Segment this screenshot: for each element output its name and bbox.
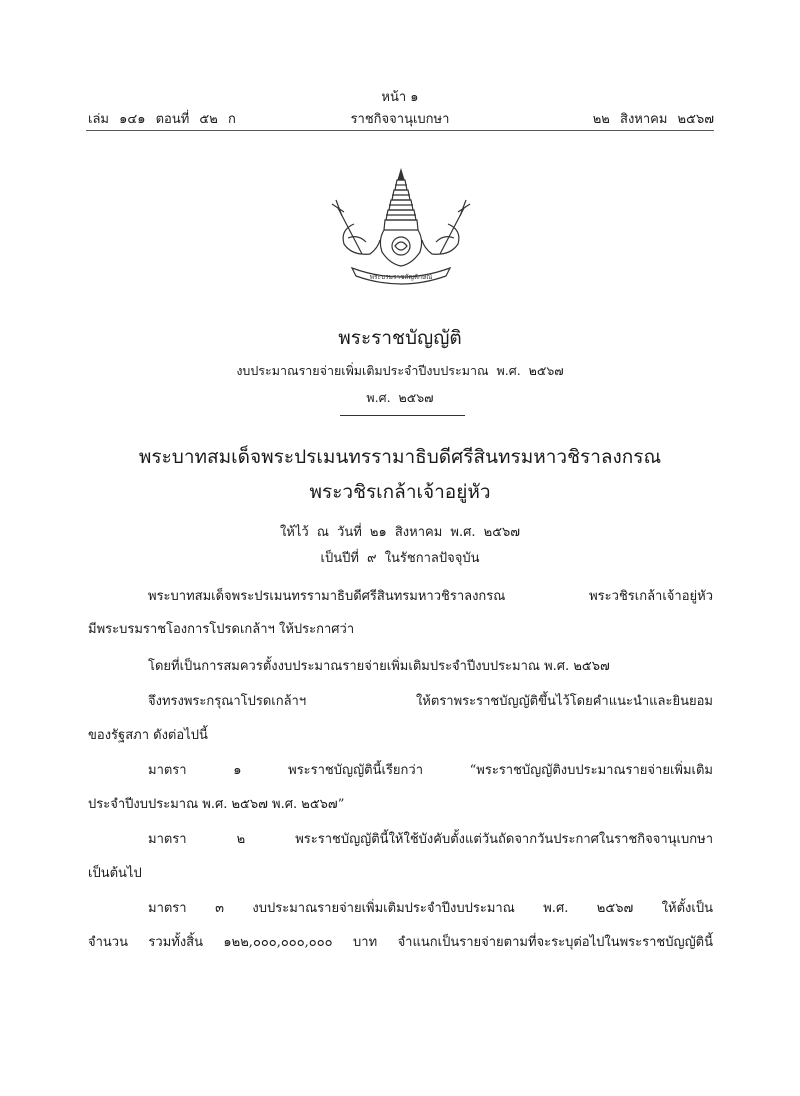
act-title: พระราชบัญญัติ (338, 327, 462, 349)
publication-date: ๒๒ สิงหาคม ๒๕๖๗ (592, 112, 714, 127)
given-date: ให้ไว้ ณ วันที่ ๒๑ สิงหาคม พ.ศ. ๒๕๖๗ (279, 525, 521, 540)
page-number: หน้า ๑ (381, 90, 419, 105)
volume-info: เล่ม ๑๔๑ ตอนที่ ๕๒ ก (88, 112, 236, 127)
preamble-line: ของรัฐสภา ดังต่อไปนี้ (88, 728, 208, 743)
section-3-line: จำนวน รวมทั้งสิ้น ๑๒๒,๐๐๐,๐๐๐,๐๐๐ บาท จำแนกเป็นรายจ่ายตามที่จะระบุต่อไปในพระราชบัญญัตินี้ (88, 935, 713, 950)
royal-garuda-emblem-icon (318, 168, 484, 290)
title-divider (340, 415, 465, 416)
emblem-banner-text: พระบรมราชสัญลักษณ์ (369, 273, 433, 281)
act-year: พ.ศ. ๒๕๖๗ (366, 390, 434, 405)
section-1-line: ประจำปีงบประมาณ พ.ศ. ๒๕๖๗ พ.ศ. ๒๕๖๗” (88, 797, 345, 812)
preamble-line: จึงทรงพระกรุณาโปรดเกล้าฯ ให้ตราพระราชบัญญัติขึ้นไว้โดยคำแนะนำและยินยอม (148, 694, 713, 709)
gazette-name: ราชกิจจานุเบกษา (350, 112, 450, 127)
preamble-line: โดยที่เป็นการสมควรตั้งงบประมาณรายจ่ายเพิ่มเติมประจำปีงบประมาณ พ.ศ. ๒๕๖๗ (148, 659, 610, 674)
king-name-line-1: พระบาทสมเด็จพระปรเมนทรรามาธิบดีศรีสินทรมหาวชิราลงกรณ (138, 446, 662, 468)
reign-year: เป็นปีที่ ๙ ในรัชกาลปัจจุบัน (320, 551, 480, 566)
king-name-line-2: พระวชิรเกล้าเจ้าอยู่หัว (309, 481, 491, 503)
preamble-line: พระบาทสมเด็จพระปรเมนทรรามาธิบดีศรีสินทรมหาวชิราลงกรณ พระวชิรเกล้าเจ้าอยู่หัว (148, 589, 713, 604)
header-divider (86, 130, 714, 131)
section-2-line: เป็นต้นไป (88, 866, 142, 881)
section-2-line: มาตรา ๒ พระราชบัญญัตินี้ให้ใช้บังคับตั้งแต่วันถัดจากวันประกาศในราชกิจจานุเบกษา (148, 832, 713, 847)
section-3-line: มาตรา ๓ งบประมาณรายจ่ายเพิ่มเติมประจำปีงบประมาณ พ.ศ. ๒๕๖๗ ให้ตั้งเป็น (148, 901, 713, 916)
preamble-line: มีพระบรมราชโองการโปรดเกล้าฯ ให้ประกาศว่า (88, 622, 355, 637)
act-subtitle: งบประมาณรายจ่ายเพิ่มเติมประจำปีงบประมาณ พ.ศ. ๒๕๖๗ (236, 363, 564, 378)
section-1-line: มาตรา ๑ พระราชบัญญัตินี้เรียกว่า “พระราชบัญญัติงบประมาณรายจ่ายเพิ่มเติม (148, 763, 713, 778)
